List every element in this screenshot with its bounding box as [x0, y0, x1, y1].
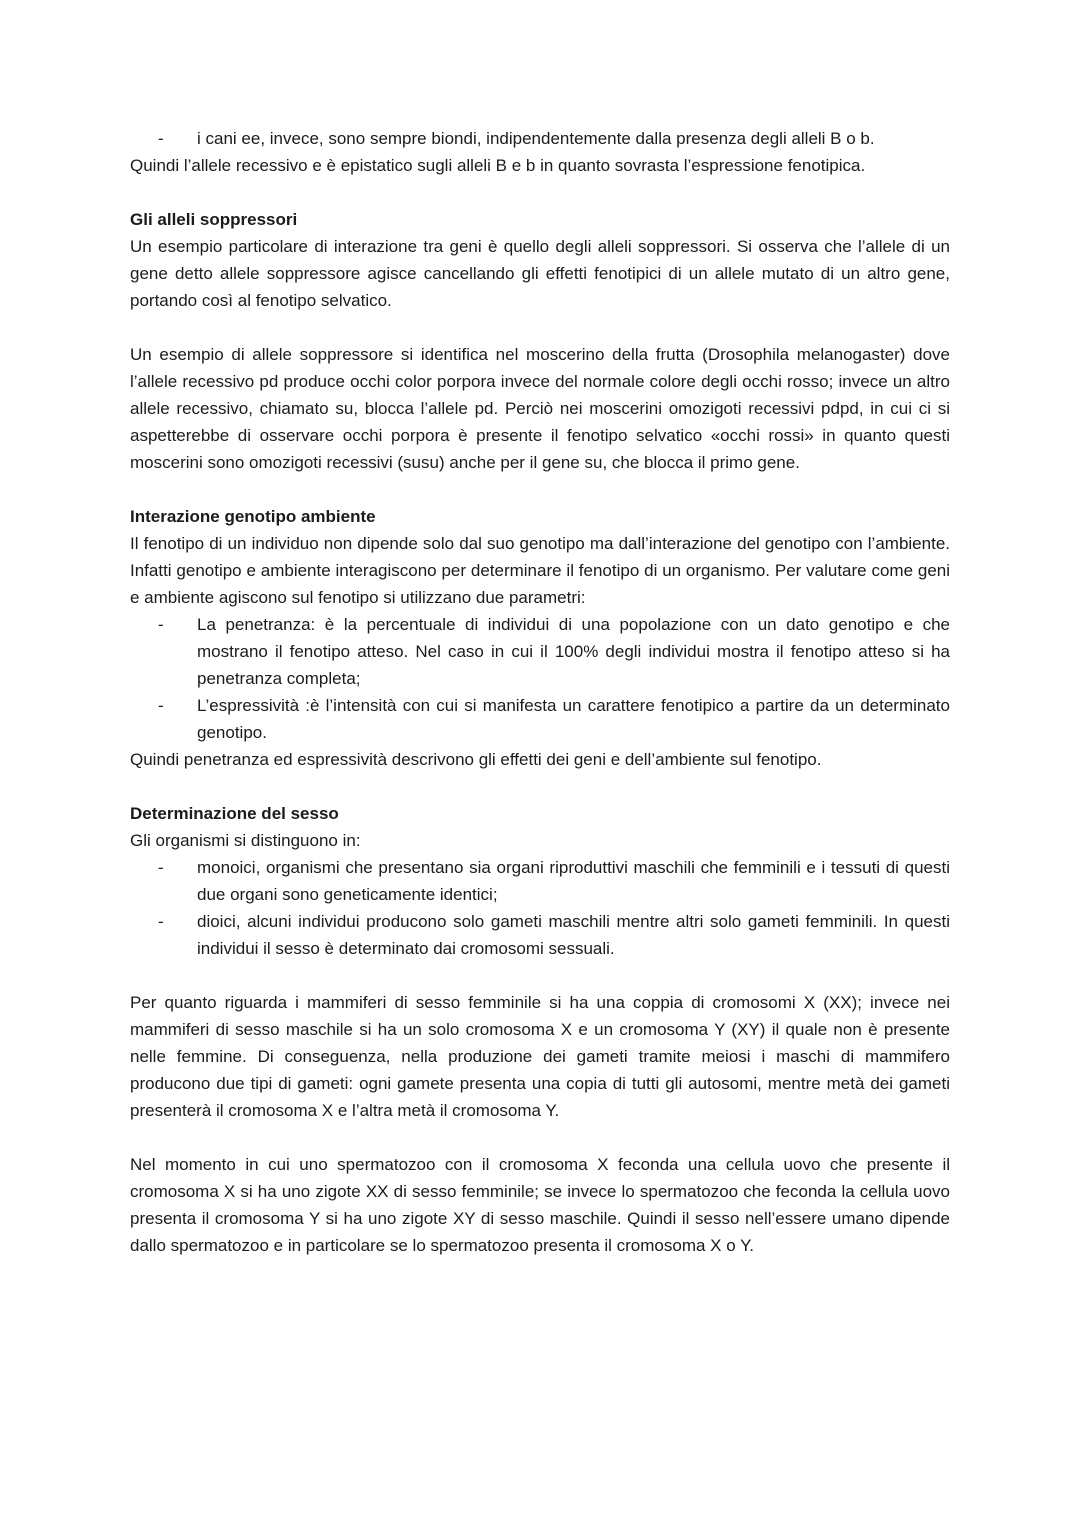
list-item-text: La penetranza: è la percentuale di individui di una popolazione con un dato genotipo e che mostrano il fenotipo atteso. Nel caso in cui il 100% degli individui mostra il fenotipo atteso si ha penetranza completa; — [197, 615, 950, 688]
paragraph: Un esempio di allele soppressore si identifica nel moscerino della frutta (Drosophila melanogaster) dove l’allele recessivo pd produce occhi color porpora invece del normale colore degli occhi rosso; invece un altro allele recessivo, chiamato su, blocca l’allele pd. Perciò nei moscerini omozigoti recessivi pdpd, in cui ci si aspetterebbe di osservare occhi porpora è presente il fenotipo selvatico «occhi rossi» in quanto questi moscerini sono omozigoti recessivi (susu) anche per il gene su, che blocca il primo gene. — [130, 345, 950, 472]
list-dash: - — [158, 858, 164, 877]
list-item — [130, 611, 950, 692]
list-item — [130, 692, 950, 746]
paragraph: Il fenotipo di un individuo non dipende solo dal suo genotipo ma dall’interazione del genotipo con l’ambiente. Infatti genotipo e ambiente interagiscono per determinare il fenotipo di un organismo. Per valutare come geni e ambiente agiscono sul fenotipo si utilizzano due parametri: — [130, 534, 950, 607]
paragraph: Gli organismi si distinguono in: — [130, 831, 361, 850]
paragraph: Quindi l’allele recessivo e è epistatico sugli alleli B e b in quanto sovrasta l’espressione fenotipica. — [130, 156, 866, 175]
paragraph: Un esempio particolare di interazione tra geni è quello degli alleli soppressori. Si osserva che l’allele di un gene detto allele soppressore agisce cancellando gli effetti fenotipici di un allele mutato di un altro gene, portando così al fenotipo selvatico. — [130, 237, 950, 310]
paragraph: Nel momento in cui uno spermatozoo con il cromosoma X feconda una cellula uovo che presente il cromosoma X si ha uno zigote XX di sesso femminile; se invece lo spermatozoo che feconda la cellula uovo presenta il cromosoma Y si ha uno zigote XY di sesso maschile. Quindi il sesso nell’essere umano dipende dallo spermatozoo e in particolare se lo spermatozoo presenta il cromosoma X o Y. — [130, 1155, 950, 1255]
section-heading-alleli-soppressori: Gli alleli soppressori — [130, 210, 298, 229]
paragraph: Per quanto riguarda i mammiferi di sesso femminile si ha una coppia di cromosomi X (XX); invece nei mammiferi di sesso maschile si ha un solo cromosoma X e un cromosoma Y (XY) il quale non è presente nelle femmine. Di conseguenza, nella produzione dei gameti tramite meiosi i maschi di mammifero producono due tipi di gameti: ogni gamete presenta una copia di tutti gli autosomi, mentre metà dei gameti presenterà il cromosoma X e l’altra metà il cromosoma Y. — [130, 993, 950, 1120]
section-heading-interazione-genotipo-ambiente: Interazione genotipo ambiente — [130, 507, 376, 526]
section-heading-determinazione-del-sesso: Determinazione del sesso — [130, 804, 339, 823]
list-dash: - — [158, 615, 164, 634]
list-item — [130, 854, 950, 908]
list-item-text: L’espressività :è l’intensità con cui si manifesta un carattere fenotipico a partire da un determinato genotipo. — [197, 696, 950, 742]
list-dash: - — [158, 129, 164, 148]
list-dash: - — [158, 912, 164, 931]
list-item-text: dioici, alcuni individui producono solo gameti maschili mentre altri solo gameti femminili. In questi individui il sesso è determinato dai cromosomi sessuali. — [197, 912, 950, 958]
list-dash: - — [158, 696, 164, 715]
list-item — [130, 125, 950, 152]
list-item-text: monoici, organismi che presentano sia organi riproduttivi maschili che femminili e i tessuti di questi due organi sono geneticamente identici; — [197, 858, 950, 904]
paragraph: Quindi penetranza ed espressività descrivono gli effetti dei geni e dell’ambiente sul fenotipo. — [130, 750, 822, 769]
list-item — [130, 908, 950, 962]
list-item-text: i cani ee, invece, sono sempre biondi, indipendentemente dalla presenza degli alleli B o b. — [197, 129, 875, 148]
